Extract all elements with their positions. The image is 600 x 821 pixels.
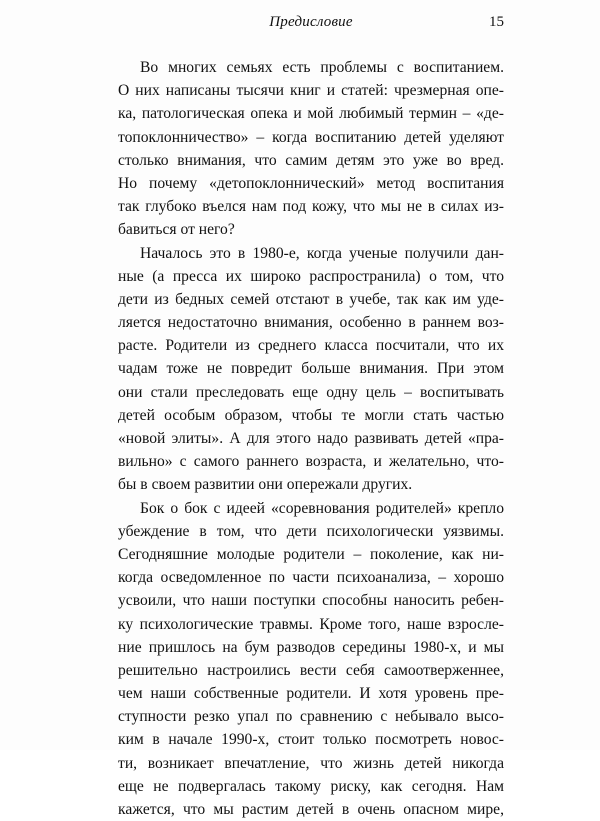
text-line: ние пришлось на бум разводов середины 1980-х, и мы	[118, 638, 504, 656]
text-line: так глубоко въелся нам под кожу, что мы не в силах из-	[118, 198, 504, 216]
text-line: Но почему «детопоклоннический» метод воспитания	[118, 174, 504, 192]
text-line: «новой элиты». А для этого надо развивать детей «пра-	[118, 430, 504, 447]
text-line: ные (а пресса их широко распространила) о том, что	[118, 267, 504, 285]
text-line: бы в своем развитии они опережали других.	[118, 476, 413, 494]
paragraph	[118, 56, 504, 242]
running-head	[118, 14, 504, 38]
text-line: О них написаны тысячи книг и статей: чрезмерная опе-	[118, 82, 504, 100]
text-line: Во многих семьях есть проблемы с воспитанием.	[140, 59, 504, 76]
text-line: ку психологические травмы. Кроме того, наше взросле-	[118, 615, 504, 633]
text-line: чем наши собственные родители. И хотя уровень пре-	[118, 685, 504, 703]
body-text	[118, 56, 504, 821]
text-line: ляется недостаточно внимания, особенно в раннем воз-	[118, 314, 504, 332]
text-line: ка, патологическая опека и мой любимый термин – «де-	[118, 105, 504, 123]
text-line: Бок о бок с идеей «соревнования родителей» крепло	[140, 499, 504, 517]
text-line: детей особым образом, чтобы те могли стать частью	[118, 406, 504, 424]
paragraph	[118, 242, 504, 497]
text-line: еще не подвергалась такому риску, как сегодня. Нам	[118, 777, 504, 795]
page-number: 15	[489, 14, 504, 30]
text-line: убеждение в том, что дети психологически уязвимы.	[118, 522, 504, 540]
text-line: расте. Родители из среднего класса посчитали, что их	[118, 337, 504, 355]
text-line: дети из бедных семей отстают в учебе, так как им уде-	[118, 290, 504, 308]
text-line: столько внимания, что самим детям это уже во вред.	[118, 151, 504, 169]
text-line: когда осведомленное по части психоанализа, – хорошо	[118, 569, 504, 587]
text-line: ким в начале 1990-х, стоит только посмотреть новос-	[118, 731, 504, 749]
text-line: Началось это в 1980-е, когда ученые получили дан-	[140, 244, 504, 262]
text-line: топоклонничество» – когда воспитанию детей уделяют	[118, 128, 504, 146]
text-line: решительно настроились вести себя самоотверженнее,	[118, 661, 504, 679]
text-line: усвоили, что наши поступки способны наносить ребен-	[118, 592, 504, 610]
text-line: чадам тоже не повредит больше внимания. При этом	[118, 360, 504, 378]
text-line: вильно» с самого раннего возраста, и желательно, что-	[118, 453, 504, 471]
text-line: Сегодняшние молодые родители – поколение, как ни-	[118, 545, 504, 563]
text-line: бавиться от него?	[118, 221, 235, 239]
text-line: они стали преследовать еще одну цель – воспитывать	[118, 383, 504, 401]
text-line: ти, возникает впечатление, что жизнь детей никогда	[118, 754, 504, 772]
paragraph	[118, 497, 504, 821]
running-title: Предисловие	[269, 14, 353, 30]
text-line: ступности резко упал по сравнению с небывало высо-	[118, 708, 504, 726]
text-line: кажется, что мы растим детей в очень опасном мире,	[118, 801, 504, 818]
